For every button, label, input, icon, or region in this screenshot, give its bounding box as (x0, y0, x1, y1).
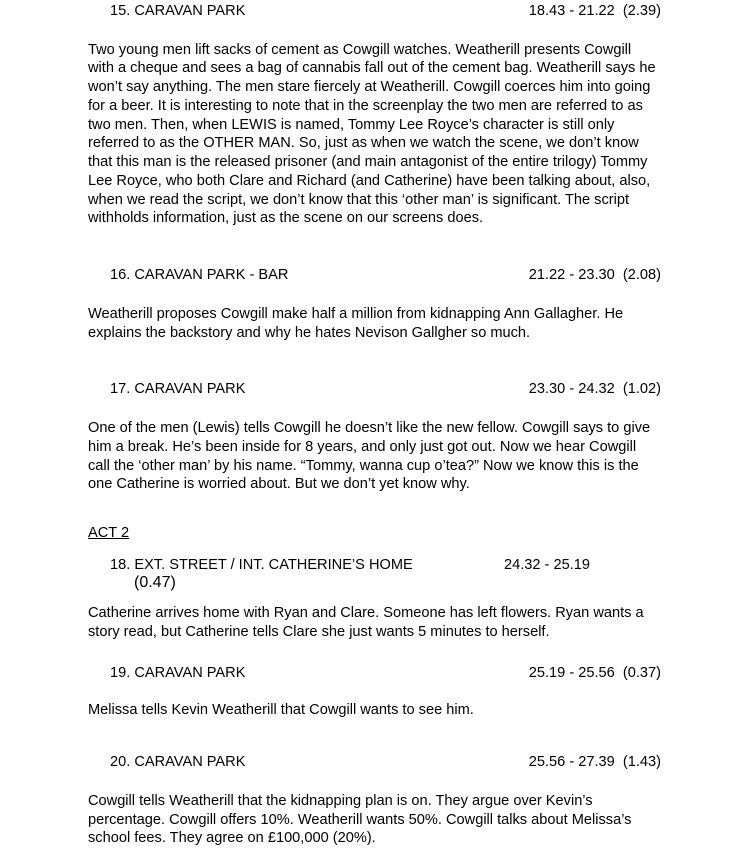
scene-heading-18 (88, 556, 661, 575)
scene-15-timecode: 18.43 - 21.22 (2.39) (528, 3, 661, 19)
scene-18-title: 18. EXT. STREET / INT. CATHERINE’S HOME (110, 556, 413, 573)
scene-20-timecode: 25.56 - 27.39 (1.43) (528, 754, 661, 771)
scene-18-duration-wrap (88, 574, 661, 592)
scene-19-timecode: 25.19 - 25.56 (0.37) (528, 664, 661, 681)
scene-16-title: 16. CARAVAN PARK - BAR (110, 267, 289, 284)
scene-18-duration: (0.47) (134, 574, 176, 592)
scene-17-summary: One of the men (Lewis) tells Cowgill he doesn’t like the new fellow. Cowgill says to give him a break. He’s been inside for 8 years, and only just got out. Now we hear Cowgill call the ‘other man’ by his name. “Tommy, wanna cup o’tea?” Now we know this is the one Catherine is worried about. But we don’t yet know why. (88, 420, 651, 493)
scene-heading-16 (88, 266, 661, 285)
scene-18-summary: Catherine arrives home with Ryan and Clare. Someone has left flowers. Ryan wants a story read, but Catherine tells Clare she just wants 5 minutes to herself. (88, 605, 644, 641)
scene-16-summary: Weatherill proposes Cowgill make half a million from kidnapping Ann Gallagher. He explains the backstory and why he hates Nevison Gallgher so much. (88, 305, 624, 341)
scene-16-timecode: 21.22 - 23.30 (2.08) (528, 267, 661, 284)
scene-heading-20 (88, 753, 661, 772)
scene-heading-19 (88, 664, 661, 683)
scene-heading-15 (88, 2, 661, 21)
scene-heading-17 (88, 380, 661, 399)
scene-19-summary: Melissa tells Kevin Weatherill that Cowgill wants to see him. (88, 701, 474, 718)
act-2-label: ACT 2 (88, 525, 130, 542)
scene-17-title: 17. CARAVAN PARK (110, 381, 246, 398)
scene-19-title: 19. CARAVAN PARK (110, 664, 246, 681)
scene-20-title: 20. CARAVAN PARK (110, 754, 246, 771)
act-heading-wrap (88, 524, 661, 543)
scene-15-summary: Two young men lift sacks of cement as Cowgill watches. Weatherill presents Cowgill with a cheque and sees a bag of cannabis fall out of the cement bag. Weatherill says he won’t say anything. The men stare fiercely at Weatherill. Cowgill coerces him into going for a beer. It is interesting to note that in the screenplay the two men are referred to as two men. Then, when LEWIS is named, Tommy Lee Royce’s character is still only referred to as the OTHER MAN. So, just as when we watch the scene, we don’t know that this man is the released prisoner (and main antagonist of the entire trilogy) Tommy Lee Royce, who both Clare and Richard (and Catherine) have been talking about, also, when we read the script, we don’t know that this ‘other man’ is significant. The script withholds information, just as the scene on our screens does. (88, 41, 656, 227)
scene-15-title: 15. CARAVAN PARK (110, 3, 246, 19)
scene-18-timecode: 24.32 - 25.19 (503, 556, 590, 573)
scene-17-timecode: 23.30 - 24.32 (1.02) (528, 381, 661, 398)
scene-20-summary: Cowgill tells Weatherill that the kidnapping plan is on. They argue over Kevin’s percentage. Cowgill offers 10%. Weatherill wants 50%. Cowgill talks about Melissa’s school fees. They agree on £100,000 (20%). (88, 792, 632, 847)
